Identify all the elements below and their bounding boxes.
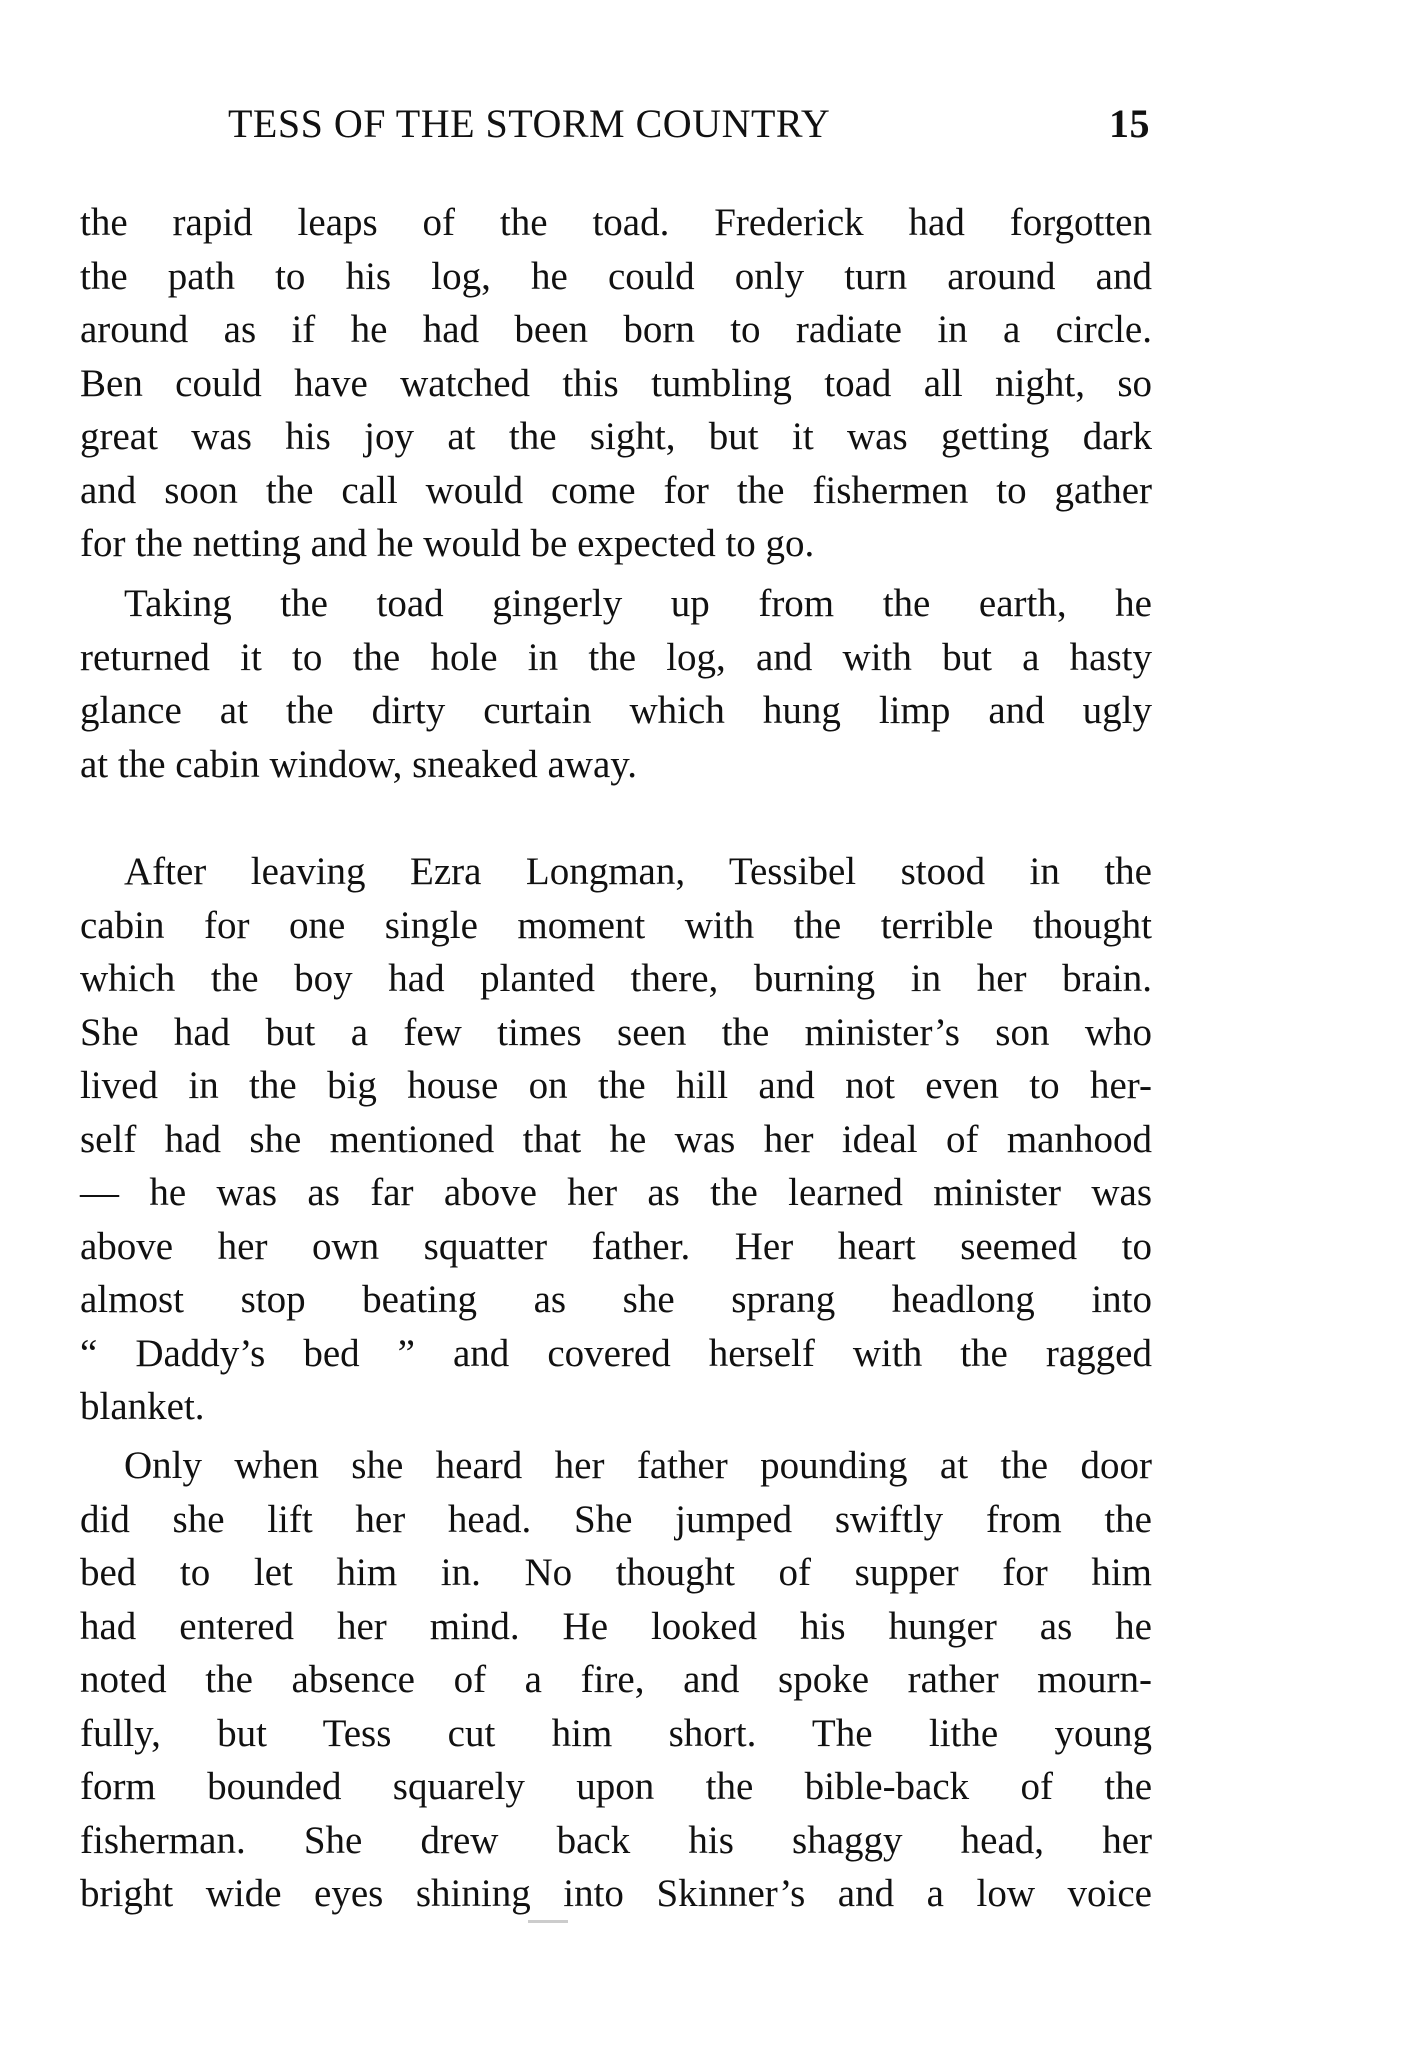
text-line: After leaving Ezra Longman, Tessibel stood in the: [124, 850, 1152, 893]
text-line: Only when she heard her father pounding at the door: [124, 1444, 1152, 1487]
text-line: blanket.: [80, 1385, 205, 1428]
text-line: self had she mentioned that he was her ideal of manhood: [80, 1117, 1152, 1161]
text-line: form bounded squarely upon the bible-back of the: [80, 1765, 1152, 1808]
text-line: fisherman. She drew back his shaggy head, her: [80, 1818, 1152, 1862]
text-line: the path to his log, he could only turn around and: [80, 254, 1152, 298]
text-line: bright wide eyes shining into Skinner’s and a low voice: [80, 1872, 1152, 1915]
text-line: great was his joy at the sight, but it was getting dark: [80, 415, 1152, 458]
paragraph-3: [80, 845, 1152, 1434]
page-number: 15: [1109, 101, 1150, 146]
text-line: above her own squatter father. Her heart seemed to: [80, 1224, 1152, 1268]
text-line: for the netting and he would be expected to go.: [80, 522, 815, 565]
text-line: which the boy had planted there, burning in her brain.: [80, 957, 1152, 1000]
text-line: fully, but Tess cut him short. The lithe young: [80, 1711, 1152, 1755]
print-smudge: [528, 1920, 568, 1923]
text-line: around as if he had been born to radiate in a circle.: [80, 308, 1152, 351]
text-line: noted the absence of a fire, and spoke rather mourn-: [80, 1658, 1152, 1701]
text-line: glance at the dirty curtain which hung limp and ugly: [80, 689, 1152, 732]
paragraph-4: [80, 1439, 1152, 1921]
text-line: “ Daddy’s bed ” and covered herself with the ragged: [80, 1331, 1152, 1375]
text-line: returned it to the hole in the log, and with but a hasty: [80, 635, 1152, 679]
text-line: lived in the big house on the hill and not even to her-: [80, 1064, 1152, 1107]
text-line: at the cabin window, sneaked away.: [80, 742, 637, 786]
text-line: bed to let him in. No thought of supper for him: [80, 1551, 1152, 1594]
text-line: the rapid leaps of the toad. Frederick had forgotten: [80, 201, 1152, 244]
text-line: did she lift her head. She jumped swiftly from the: [80, 1497, 1152, 1541]
text-line: almost stop beating as she sprang headlong into: [80, 1278, 1152, 1321]
running-head-title: TESS OF THE STORM COUNTRY: [228, 101, 831, 146]
paragraph-2: [80, 577, 1152, 791]
text-line: Taking the toad gingerly up from the earth, he: [124, 582, 1152, 625]
text-line: and soon the call would come for the fishermen to gather: [80, 468, 1152, 512]
text-line: had entered her mind. He looked his hunger as he: [80, 1604, 1152, 1648]
paragraph-1: [80, 196, 1152, 571]
running-head: [80, 100, 1150, 160]
text-line: cabin for one single moment with the terrible thought: [80, 903, 1152, 947]
text-line: — he was as far above her as the learned minister was: [80, 1171, 1152, 1214]
text-line: Ben could have watched this tumbling toad all night, so: [80, 361, 1152, 405]
text-line: She had but a few times seen the minister’s son who: [80, 1010, 1152, 1054]
